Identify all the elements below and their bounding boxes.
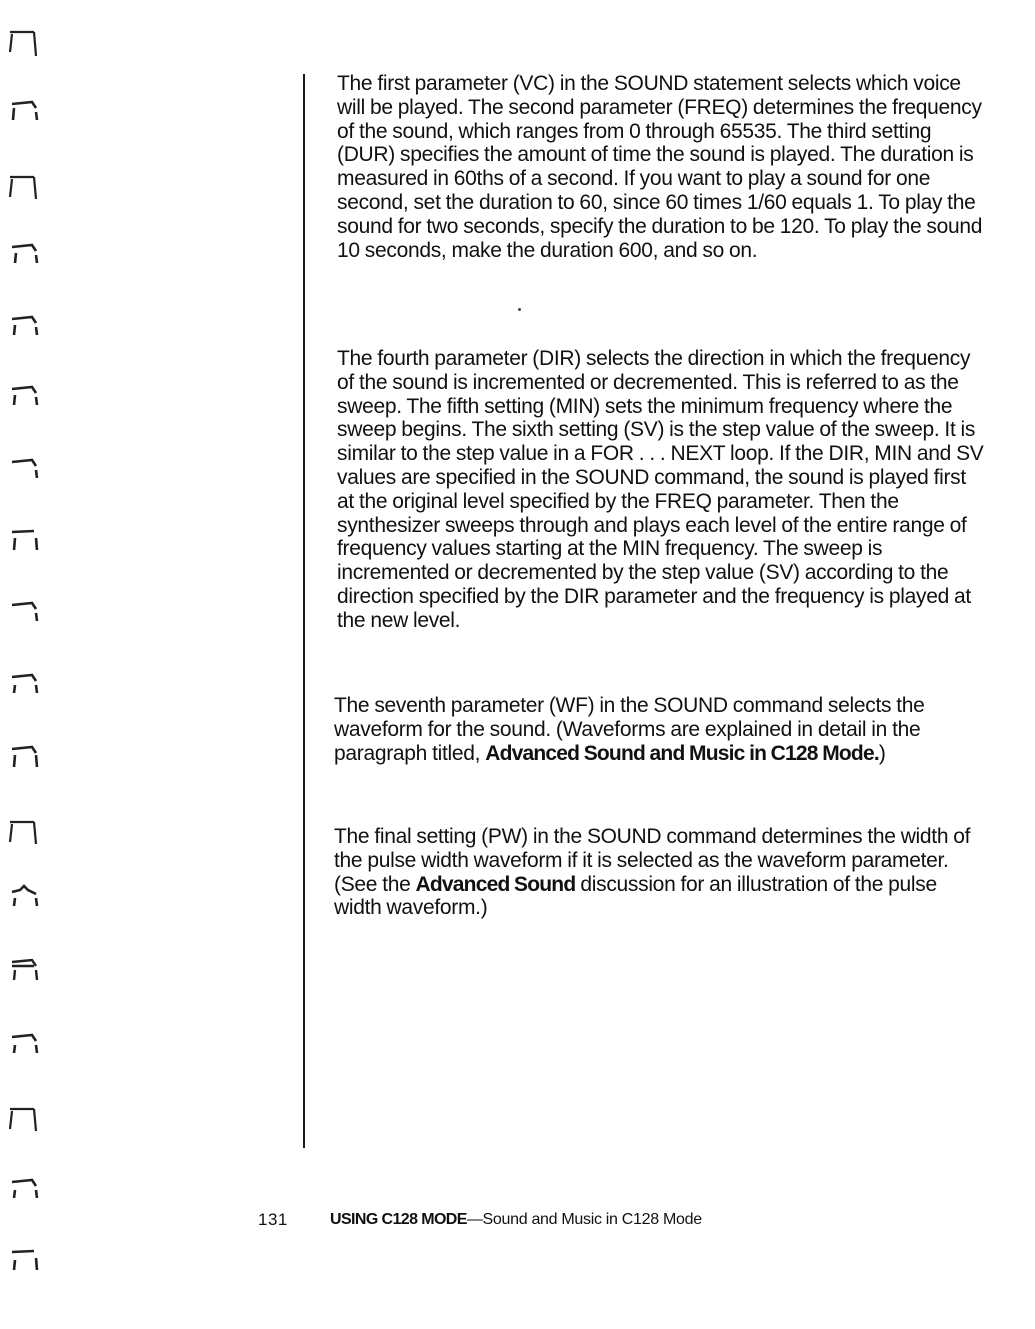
binder-hole-icon [6, 98, 40, 120]
binder-hole-icon [6, 1246, 40, 1268]
paragraph-waveform-close: ) [878, 741, 886, 765]
binder-hole-icon [6, 671, 40, 693]
binder-hole-icon [6, 1176, 40, 1198]
advanced-sound-reference: Advanced Sound [415, 872, 576, 896]
running-head-subsection: —Sound and Music in C128 Mode [466, 1211, 702, 1228]
page-footer [258, 1210, 958, 1234]
binder-hole-icon [6, 26, 40, 48]
binder-hole-icon [6, 884, 40, 906]
binder-hole-icon [6, 1031, 40, 1053]
page-number: 131 [258, 1210, 288, 1229]
vertical-rule [303, 74, 305, 1148]
binder-hole-icon [6, 241, 40, 263]
paragraph-sweep-parameters: The fourth parameter (DIR) selects the direction in which the frequency of the sound is incremented or decremented. This is referred to as the sweep. The fifth setting (MIN) sets the minimum frequency where the sweep begins. The sixth setting (SV) is the step value of the sweep. It is similar to the step value in a FOR . . . NEXT loop. If the DIR, MIN and SV values are specified in the SOUND command, the sound is played first at the original level specified by the FREQ parameter. Then the synthesizer sweeps through and plays each level of the entire range of frequency values starting at the MIN frequency. The sweep is incremented or decremented by the step value (SV) according to the direction specified by the DIR parameter and the frequency is played at the new level. [337, 347, 984, 632]
advanced-sound-music-reference: Advanced Sound and Music in C128 Mode. [485, 741, 879, 765]
paragraph-waveform-parameter [334, 694, 982, 765]
scan-speck [518, 308, 521, 311]
binder-hole-icon [6, 456, 40, 478]
running-head [330, 1211, 702, 1229]
running-head-section: USING C128 MODE [330, 1211, 467, 1228]
binder-hole-icon [6, 171, 40, 193]
binder-hole-icon [6, 956, 40, 978]
binder-hole-icon [6, 526, 40, 548]
binder-hole-icon [6, 383, 40, 405]
paragraph-pulse-width-text: The final setting (PW) in the SOUND command determines the width of the pulse width waveform if it is selected as the waveform parameter. (See the [334, 825, 971, 896]
binder-hole-icon [6, 816, 40, 838]
paragraph-waveform-text: The seventh parameter (WF) in the SOUND command selects the waveform for the sound. (Waveforms are explained in detail in the paragraph titled, [334, 694, 925, 765]
binder-hole-icon [6, 599, 40, 621]
binder-hole-icon [6, 313, 40, 335]
paragraph-pulse-width-parameter [334, 825, 982, 920]
paragraph-sound-parameters: The first parameter (VC) in the SOUND statement selects which voice will be played. The second parameter (FREQ) determines the frequency of the sound, which ranges from 0 through 65535. The third setting (DUR) specifies the amount of time the sound is played. The duration is measured in 60ths of a second. If you want to play a sound for one second, set the duration to 60, since 60 times 1/60 equals 1. To play the sound for two seconds, specify the duration to be 120. To play the sound 10 seconds, make the duration 600, and so on. [337, 72, 983, 262]
binder-hole-icon [6, 1103, 40, 1125]
paragraph-pulse-width-rest: discussion for an illustration of the pulse width waveform.) [334, 872, 937, 920]
binder-hole-icon [6, 743, 40, 765]
